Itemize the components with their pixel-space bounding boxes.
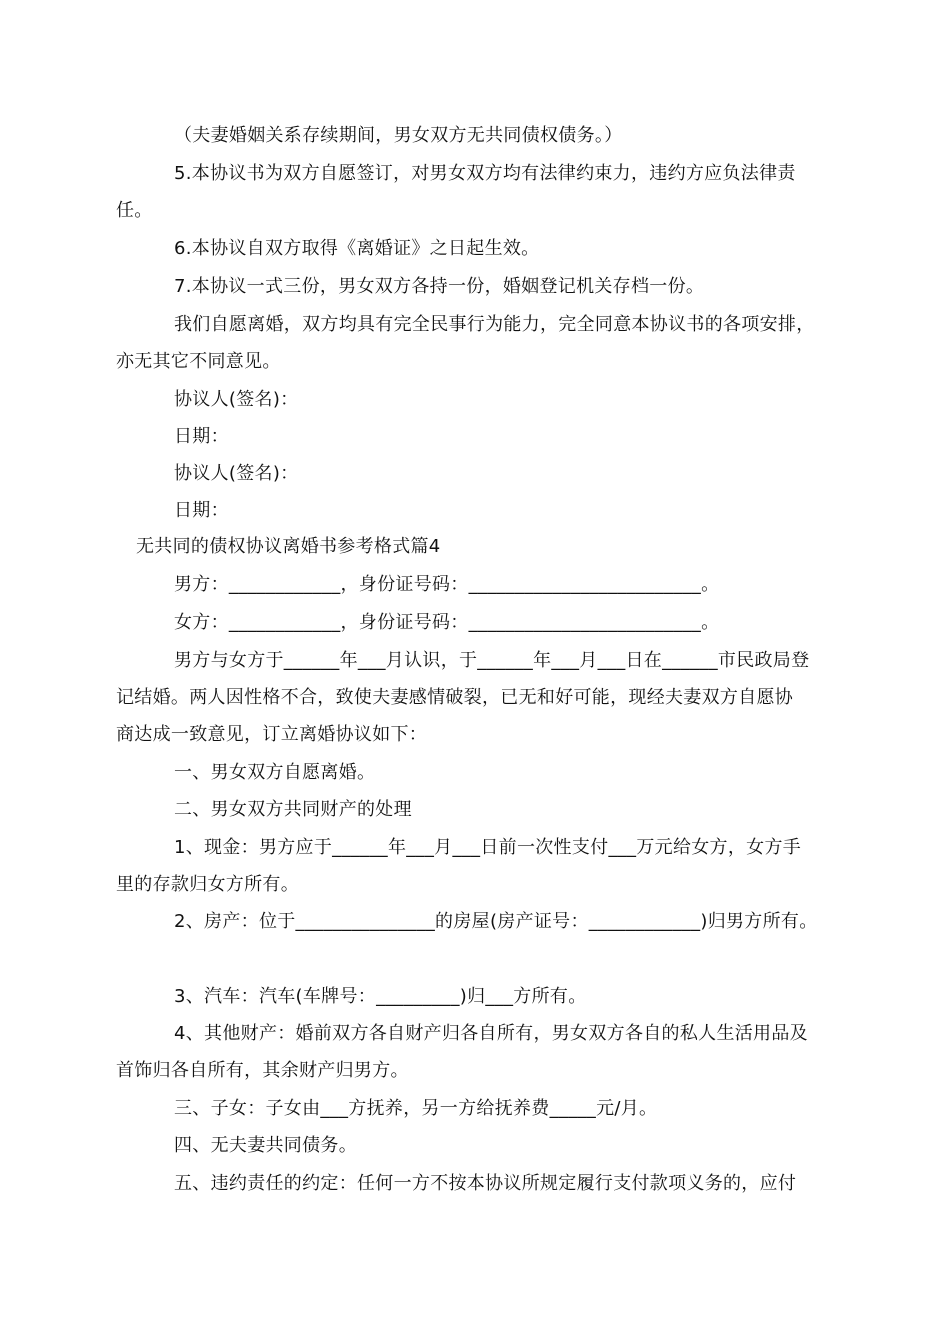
text-line: 女方：____________，身份证号码：_________________________。 (174, 612, 720, 633)
text-line: 5.本协议书为双方自愿签订，对男女双方均有法律约束力，违约方应负法律责 (174, 163, 796, 184)
text-line: 首饰归各自所有，其余财产归男方。 (116, 1060, 409, 1081)
text-line: 亦无其它不同意见。 (116, 351, 281, 372)
section-title: 无共同的债权协议离婚书参考格式篇4 (136, 536, 441, 557)
text-line: 男方：____________，身份证号码：_________________________。 (174, 574, 720, 595)
signature-label: 协议人(签名)： (174, 389, 299, 410)
text-line: 里的存款归女方所有。 (116, 874, 299, 895)
signature-label: 协议人(签名)： (174, 463, 299, 484)
text-line: 3、汽车：汽车(车牌号：_________)归___方所有。 (174, 986, 587, 1007)
text-line: 男方与女方于______年___月认识，于______年___月___日在______市民政局登 (174, 650, 810, 671)
text-line: 我们自愿离婚，双方均具有完全民事行为能力，完全同意本协议书的各项安排， (174, 314, 815, 335)
text-line: 1、现金：男方应于______年___月___日前一次性支付___万元给女方，女方手 (174, 837, 802, 858)
text-line: 二、男女双方共同财产的处理 (174, 799, 412, 820)
text-line: 商达成一致意见，订立离婚协议如下： (116, 724, 428, 745)
date-label: 日期： (174, 500, 229, 521)
text-line: 五、违约责任的约定：任何一方不按本协议所规定履行支付款项义务的，应付 (174, 1173, 797, 1194)
text-line: （夫妻婚姻关系存续期间，男女双方无共同债权债务。） (174, 125, 623, 146)
date-label: 日期： (174, 426, 229, 447)
text-line: 7.本协议一式三份，男女双方各持一份，婚姻登记机关存档一份。 (174, 276, 705, 297)
text-line: 6.本协议自双方取得《离婚证》之日起生效。 (174, 238, 540, 259)
text-line: 2、房产：位于_______________的房屋(房产证号：____________)归男方所有。 (174, 911, 818, 932)
text-line: 4、其他财产：婚前双方各自财产归各自所有，男女双方各自的私人生活用品及 (174, 1023, 808, 1044)
text-line: 一、男女双方自愿离婚。 (174, 762, 376, 783)
text-line: 三、子女：子女由___方抚养，另一方给抚养费_____元/月。 (174, 1098, 658, 1119)
text-line: 四、无夫妻共同债务。 (174, 1135, 357, 1156)
text-line: 记结婚。两人因性格不合，致使夫妻感情破裂，已无和好可能，现经夫妻双方自愿协 (116, 687, 794, 708)
text-line: 任。 (116, 200, 153, 221)
